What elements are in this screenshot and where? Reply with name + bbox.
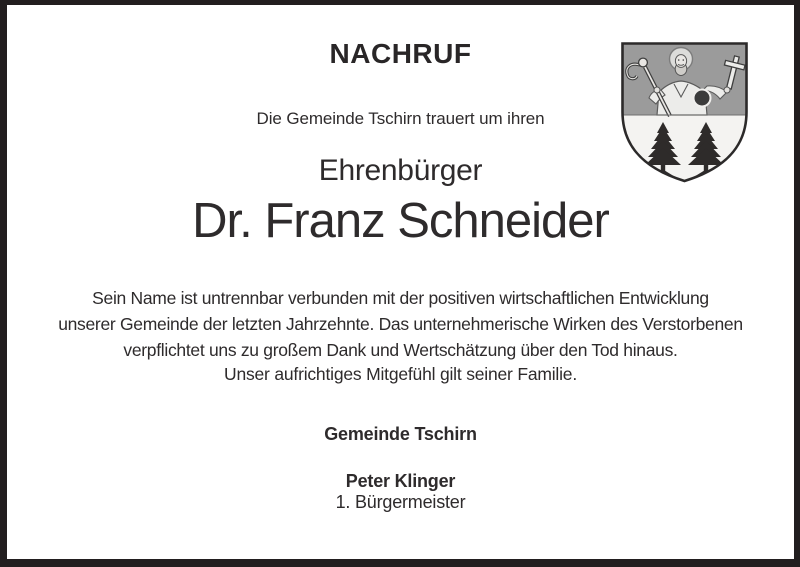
intro-line: Die Gemeinde Tschirn trauert um ihren	[256, 109, 545, 128]
obituary-sheet	[7, 5, 794, 559]
coat-of-arms-svg	[619, 40, 750, 186]
notice-title: NACHRUF	[329, 38, 472, 69]
issuer-name: Gemeinde Tschirn	[324, 424, 477, 444]
memorial-paragraph-line: verpflichtet uns zu großem Dank und Wertschätzung über den Tod hinaus.	[123, 340, 678, 360]
memorial-paragraph-line: Sein Name ist untrennbar verbunden mit der positiven wirtschaftlichen Entwicklung	[92, 288, 709, 308]
honorific-title: Ehrenbürger	[318, 154, 483, 187]
signature-name: Peter Klinger	[345, 471, 456, 491]
memorial-paragraph-line: unserer Gemeinde der letzten Jahrzehnte. Das unternehmerische Wirken des Verstorbenen	[58, 314, 743, 334]
deceased-name: Dr. Franz Schneider	[192, 194, 609, 248]
signature-role: 1. Bürgermeister	[335, 492, 466, 512]
condolence-line: Unser aufrichtiges Mitgefühl gilt seiner Familie.	[224, 364, 577, 384]
tschirn-coat-of-arms-icon	[619, 40, 750, 186]
memorial-paragraph	[7, 285, 794, 363]
